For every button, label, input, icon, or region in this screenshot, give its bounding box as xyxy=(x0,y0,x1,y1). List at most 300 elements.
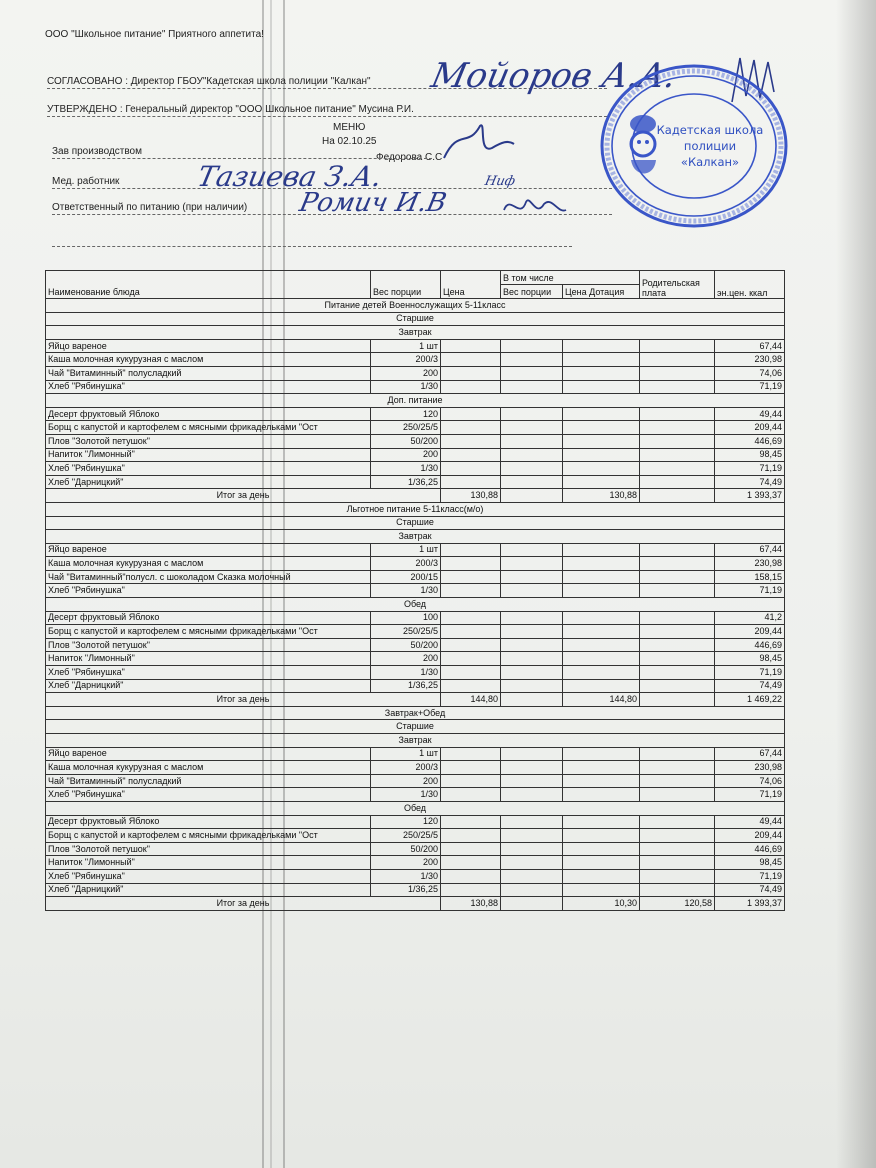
signature-underline xyxy=(52,246,572,247)
dish-price xyxy=(441,842,501,856)
table-row xyxy=(46,557,785,571)
dish-dotation xyxy=(563,448,640,462)
dish-dotation xyxy=(563,856,640,870)
dish-dotation xyxy=(563,679,640,693)
dish-name: Напиток "Лимонный" xyxy=(46,448,371,462)
section-label: Старшие xyxy=(46,516,785,530)
dish-name: Хлеб "Рябинушка" xyxy=(46,869,371,883)
dish-weight: 1/30 xyxy=(371,869,441,883)
dish-dotation xyxy=(563,788,640,802)
dish-kcal: 71,19 xyxy=(715,869,785,883)
dish-price xyxy=(441,380,501,394)
dish-name: Хлеб "Дарницкий" xyxy=(46,883,371,897)
dish-weight: 1/36,25 xyxy=(371,883,441,897)
dish-name: Чай "Витаминный" полусладкий xyxy=(46,366,371,380)
dish-dotation xyxy=(563,625,640,639)
dish-parent xyxy=(640,829,715,843)
dish-parent xyxy=(640,815,715,829)
dish-kcal: 67,44 xyxy=(715,747,785,761)
header-cell-price: Цена xyxy=(441,271,501,299)
dish-name: Борщ с капустой и картофелем с мясными фрикадельками "Ост xyxy=(46,421,371,435)
dish-parent xyxy=(640,570,715,584)
dish-inc-weight xyxy=(501,788,563,802)
dish-inc-weight xyxy=(501,557,563,571)
dish-dotation xyxy=(563,584,640,598)
dish-price xyxy=(441,570,501,584)
med-label: Мед. работник xyxy=(52,176,120,187)
total-label: Итог за день xyxy=(46,489,441,503)
dish-price xyxy=(441,475,501,489)
total-parent xyxy=(640,693,715,707)
dish-inc-weight xyxy=(501,366,563,380)
table-row xyxy=(46,421,785,435)
dish-price xyxy=(441,761,501,775)
dish-kcal: 71,19 xyxy=(715,584,785,598)
table-row xyxy=(46,666,785,680)
dish-kcal: 71,19 xyxy=(715,380,785,394)
total-kcal: 1 393,37 xyxy=(715,489,785,503)
dish-weight: 120 xyxy=(371,407,441,421)
confirmed-line: УТВЕРЖДЕНО : Генеральный директор "ООО Школьное питание" Мусина Р.И. xyxy=(47,104,414,115)
dish-parent xyxy=(640,666,715,680)
section-label: Обед xyxy=(46,598,785,612)
dish-dotation xyxy=(563,570,640,584)
dish-kcal: 74,49 xyxy=(715,475,785,489)
dish-name: Хлеб "Рябинушка" xyxy=(46,666,371,680)
table-header-row xyxy=(46,271,785,285)
total-parent: 120,58 xyxy=(640,897,715,911)
dish-name: Каша молочная кукурузная с маслом xyxy=(46,761,371,775)
approved-line: СОГЛАСОВАНО : Директор ГБОУ"Кадетская школа полиции "Калкан" xyxy=(47,76,371,87)
dish-parent xyxy=(640,652,715,666)
dish-dotation xyxy=(563,815,640,829)
dish-parent xyxy=(640,747,715,761)
header-cell-energy: эн.цен. ккал xyxy=(715,271,785,299)
dish-kcal: 67,44 xyxy=(715,339,785,353)
total-dotation: 10,30 xyxy=(563,897,640,911)
table-row xyxy=(46,434,785,448)
total-label: Итог за день xyxy=(46,693,441,707)
dish-dotation xyxy=(563,869,640,883)
resp-initials-scribble xyxy=(500,190,570,224)
dish-price xyxy=(441,666,501,680)
dish-name: Борщ с капустой и картофелем с мясными фрикадельками "Ост xyxy=(46,829,371,843)
dish-parent xyxy=(640,625,715,639)
dish-kcal: 446,69 xyxy=(715,842,785,856)
dish-price xyxy=(441,434,501,448)
table-row xyxy=(46,842,785,856)
total-label: Итог за день xyxy=(46,897,441,911)
dish-kcal: 230,98 xyxy=(715,353,785,367)
dish-weight: 1 шт xyxy=(371,339,441,353)
dish-price xyxy=(441,788,501,802)
section-label: Завтрак xyxy=(46,326,785,340)
section-row xyxy=(46,312,785,326)
dish-parent xyxy=(640,869,715,883)
dish-inc-weight xyxy=(501,652,563,666)
table-row xyxy=(46,584,785,598)
total-dotation: 144,80 xyxy=(563,693,640,707)
dish-price xyxy=(441,638,501,652)
total-row xyxy=(46,897,785,911)
section-row xyxy=(46,598,785,612)
dish-price xyxy=(441,774,501,788)
dish-parent xyxy=(640,543,715,557)
dish-price xyxy=(441,625,501,639)
section-row xyxy=(46,299,785,313)
dish-parent xyxy=(640,366,715,380)
dish-name: Хлеб "Дарницкий" xyxy=(46,679,371,693)
table-row xyxy=(46,448,785,462)
dish-inc-weight xyxy=(501,842,563,856)
dish-weight: 200 xyxy=(371,856,441,870)
dish-inc-weight xyxy=(501,339,563,353)
dish-name: Яйцо вареное xyxy=(46,543,371,557)
dish-price xyxy=(441,421,501,435)
dish-dotation xyxy=(563,557,640,571)
section-label: Старшие xyxy=(46,720,785,734)
section-row xyxy=(46,801,785,815)
dish-weight: 200 xyxy=(371,448,441,462)
dish-inc-weight xyxy=(501,462,563,476)
dish-kcal: 209,44 xyxy=(715,421,785,435)
dish-kcal: 98,45 xyxy=(715,448,785,462)
dish-weight: 200/3 xyxy=(371,761,441,775)
dish-inc-weight xyxy=(501,638,563,652)
dish-weight: 200 xyxy=(371,366,441,380)
dish-price xyxy=(441,584,501,598)
cook-figure-icon xyxy=(630,115,656,174)
dish-name: Чай "Витаминный" полусладкий xyxy=(46,774,371,788)
table-row xyxy=(46,856,785,870)
dish-kcal: 446,69 xyxy=(715,434,785,448)
dish-inc-weight xyxy=(501,570,563,584)
table-row xyxy=(46,625,785,639)
med-signature: Тазиева З.А. xyxy=(194,160,386,193)
dish-dotation xyxy=(563,543,640,557)
stamp-line: «Калкан» xyxy=(680,155,740,169)
dish-inc-weight xyxy=(501,434,563,448)
table-row xyxy=(46,570,785,584)
dish-inc-weight xyxy=(501,625,563,639)
dish-dotation xyxy=(563,339,640,353)
dish-price xyxy=(441,448,501,462)
chef-name: Федорова С.С xyxy=(376,152,443,163)
dish-dotation xyxy=(563,353,640,367)
table-row xyxy=(46,543,785,557)
dish-weight: 1/36,25 xyxy=(371,475,441,489)
dish-parent xyxy=(640,462,715,476)
dish-name: Хлеб "Рябинушка" xyxy=(46,584,371,598)
dish-inc-weight xyxy=(501,679,563,693)
dish-weight: 1/30 xyxy=(371,380,441,394)
dish-kcal: 67,44 xyxy=(715,543,785,557)
dish-weight: 200/15 xyxy=(371,570,441,584)
dish-weight: 200 xyxy=(371,652,441,666)
dish-parent xyxy=(640,407,715,421)
dish-kcal: 209,44 xyxy=(715,829,785,843)
dish-inc-weight xyxy=(501,407,563,421)
dish-name: Хлеб "Рябинушка" xyxy=(46,380,371,394)
dish-kcal: 71,19 xyxy=(715,788,785,802)
table-row xyxy=(46,638,785,652)
dish-dotation xyxy=(563,747,640,761)
dish-name: Хлеб "Рябинушка" xyxy=(46,462,371,476)
table-row xyxy=(46,652,785,666)
header-cell-inc-price: Цена Дотация xyxy=(563,285,640,299)
dish-weight: 1/30 xyxy=(371,788,441,802)
dish-parent xyxy=(640,353,715,367)
resp-signature: Ромич И.В xyxy=(296,188,450,218)
dish-inc-weight xyxy=(501,883,563,897)
dish-price xyxy=(441,407,501,421)
dish-parent xyxy=(640,883,715,897)
table-row xyxy=(46,829,785,843)
dish-price xyxy=(441,353,501,367)
table-row xyxy=(46,611,785,625)
total-row xyxy=(46,489,785,503)
dish-weight: 50/200 xyxy=(371,842,441,856)
dish-weight: 200/3 xyxy=(371,353,441,367)
dish-dotation xyxy=(563,611,640,625)
header-cell-weight: Вес порции xyxy=(371,271,441,299)
dish-kcal: 230,98 xyxy=(715,761,785,775)
dish-inc-weight xyxy=(501,584,563,598)
dish-name: Хлеб "Рябинушка" xyxy=(46,788,371,802)
dish-price xyxy=(441,462,501,476)
section-row xyxy=(46,502,785,516)
dish-dotation xyxy=(563,883,640,897)
dish-inc-weight xyxy=(501,543,563,557)
section-label: Льготное питание 5-11класс(м/о) xyxy=(46,502,785,516)
section-row xyxy=(46,516,785,530)
dish-name: Борщ с капустой и картофелем с мясными фрикадельками "Ост xyxy=(46,625,371,639)
dish-price xyxy=(441,557,501,571)
dish-dotation xyxy=(563,638,640,652)
dish-price xyxy=(441,543,501,557)
dish-parent xyxy=(640,380,715,394)
dish-dotation xyxy=(563,652,640,666)
dish-weight: 1 шт xyxy=(371,543,441,557)
dish-weight: 250/25/5 xyxy=(371,421,441,435)
section-label: Старшие xyxy=(46,312,785,326)
signature-underline xyxy=(52,158,432,159)
dish-name: Яйцо вареное xyxy=(46,747,371,761)
dish-weight: 1/30 xyxy=(371,666,441,680)
dish-parent xyxy=(640,611,715,625)
section-label: Завтрак xyxy=(46,734,785,748)
dish-inc-weight xyxy=(501,353,563,367)
dish-inc-weight xyxy=(501,380,563,394)
dish-price xyxy=(441,339,501,353)
section-label: Обед xyxy=(46,801,785,815)
section-row xyxy=(46,530,785,544)
menu-label: МЕНЮ xyxy=(333,122,366,133)
med-initials: Ниф xyxy=(483,174,517,189)
dish-price xyxy=(441,747,501,761)
dish-parent xyxy=(640,638,715,652)
dish-parent xyxy=(640,679,715,693)
section-row xyxy=(46,720,785,734)
header-cell-including: В том числе xyxy=(501,271,640,285)
dish-weight: 120 xyxy=(371,815,441,829)
dish-weight: 1/30 xyxy=(371,462,441,476)
section-label: Завтрак xyxy=(46,530,785,544)
table-row xyxy=(46,815,785,829)
dish-name: Десерт фруктовый Яблоко xyxy=(46,815,371,829)
dish-dotation xyxy=(563,421,640,435)
dish-kcal: 71,19 xyxy=(715,666,785,680)
dish-dotation xyxy=(563,774,640,788)
dish-kcal: 230,98 xyxy=(715,557,785,571)
dish-weight: 1/30 xyxy=(371,584,441,598)
dish-parent xyxy=(640,842,715,856)
table-row xyxy=(46,679,785,693)
dish-kcal: 98,45 xyxy=(715,856,785,870)
total-kcal: 1 469,22 xyxy=(715,693,785,707)
dish-name: Плов "Золотой петушок" xyxy=(46,434,371,448)
dish-inc-weight xyxy=(501,747,563,761)
total-price: 130,88 xyxy=(441,897,501,911)
dish-dotation xyxy=(563,366,640,380)
dish-parent xyxy=(640,448,715,462)
dish-parent xyxy=(640,856,715,870)
dish-kcal: 209,44 xyxy=(715,625,785,639)
resp-label: Ответственный по питанию (при наличии) xyxy=(52,202,248,213)
dish-weight: 200/3 xyxy=(371,557,441,571)
dish-parent xyxy=(640,434,715,448)
chef-label: Зав производством xyxy=(52,146,142,157)
dish-dotation xyxy=(563,666,640,680)
total-inc-weight xyxy=(501,693,563,707)
table-row xyxy=(46,366,785,380)
director-signature: Мойоров А.А. xyxy=(427,56,680,96)
dish-weight: 250/25/5 xyxy=(371,625,441,639)
total-kcal: 1 393,37 xyxy=(715,897,785,911)
dish-kcal: 446,69 xyxy=(715,638,785,652)
dish-inc-weight xyxy=(501,666,563,680)
dish-kcal: 158,15 xyxy=(715,570,785,584)
dish-inc-weight xyxy=(501,611,563,625)
dish-weight: 50/200 xyxy=(371,434,441,448)
section-row xyxy=(46,394,785,408)
dish-kcal: 41,2 xyxy=(715,611,785,625)
dish-inc-weight xyxy=(501,448,563,462)
header-cell-name: Наименование блюда xyxy=(46,271,371,299)
dish-weight: 100 xyxy=(371,611,441,625)
dish-kcal: 74,06 xyxy=(715,774,785,788)
dish-parent xyxy=(640,584,715,598)
dish-price xyxy=(441,829,501,843)
org-line: ООО "Школьное питание" Приятного аппетита! xyxy=(45,29,264,40)
total-row xyxy=(46,693,785,707)
total-price: 144,80 xyxy=(441,693,501,707)
dish-price xyxy=(441,883,501,897)
dish-weight: 1 шт xyxy=(371,747,441,761)
dish-parent xyxy=(640,339,715,353)
menu-date: На 02.10.25 xyxy=(322,136,377,147)
header-cell-inc-weight: Вес порции xyxy=(501,285,563,299)
section-row xyxy=(46,706,785,720)
menu-table-body xyxy=(46,271,785,911)
dish-name: Яйцо вареное xyxy=(46,339,371,353)
total-parent xyxy=(640,489,715,503)
dish-dotation xyxy=(563,434,640,448)
dish-dotation xyxy=(563,462,640,476)
dish-inc-weight xyxy=(501,869,563,883)
dish-inc-weight xyxy=(501,774,563,788)
dish-inc-weight xyxy=(501,856,563,870)
dish-parent xyxy=(640,475,715,489)
dish-kcal: 74,06 xyxy=(715,366,785,380)
signature-underline xyxy=(47,116,607,117)
table-row xyxy=(46,747,785,761)
table-row xyxy=(46,774,785,788)
dish-price xyxy=(441,611,501,625)
table-row xyxy=(46,788,785,802)
dish-dotation xyxy=(563,829,640,843)
section-row xyxy=(46,734,785,748)
section-label: Доп. питание xyxy=(46,394,785,408)
table-row xyxy=(46,475,785,489)
dish-inc-weight xyxy=(501,475,563,489)
dish-price xyxy=(441,815,501,829)
section-label: Завтрак+Обед xyxy=(46,706,785,720)
dish-parent xyxy=(640,774,715,788)
dish-weight: 1/36,25 xyxy=(371,679,441,693)
dish-kcal: 74,49 xyxy=(715,679,785,693)
dish-name: Напиток "Лимонный" xyxy=(46,856,371,870)
header-cell-parent: Родительская плата xyxy=(640,271,715,299)
dish-price xyxy=(441,652,501,666)
dish-kcal: 74,49 xyxy=(715,883,785,897)
section-row xyxy=(46,326,785,340)
total-inc-weight xyxy=(501,489,563,503)
dish-price xyxy=(441,869,501,883)
dish-name: Хлеб "Дарницкий" xyxy=(46,475,371,489)
dish-kcal: 71,19 xyxy=(715,462,785,476)
dish-name: Десерт фруктовый Яблоко xyxy=(46,611,371,625)
stamp-line: Кадетская школа xyxy=(656,123,764,137)
total-inc-weight xyxy=(501,897,563,911)
dish-dotation xyxy=(563,407,640,421)
dish-name: Плов "Золотой петушок" xyxy=(46,638,371,652)
dish-weight: 250/25/5 xyxy=(371,829,441,843)
dish-inc-weight xyxy=(501,761,563,775)
dish-price xyxy=(441,856,501,870)
menu-table xyxy=(45,270,785,911)
dish-parent xyxy=(640,761,715,775)
dish-parent xyxy=(640,421,715,435)
dish-dotation xyxy=(563,475,640,489)
dish-price xyxy=(441,679,501,693)
dish-parent xyxy=(640,557,715,571)
table-row xyxy=(46,869,785,883)
stamp-line: полиции xyxy=(683,139,737,153)
table-row xyxy=(46,761,785,775)
table-row xyxy=(46,462,785,476)
dish-weight: 200 xyxy=(371,774,441,788)
table-row xyxy=(46,883,785,897)
total-dotation: 130,88 xyxy=(563,489,640,503)
total-price: 130,88 xyxy=(441,489,501,503)
dish-dotation xyxy=(563,761,640,775)
dish-kcal: 98,45 xyxy=(715,652,785,666)
dish-name: Плов "Золотой петушок" xyxy=(46,842,371,856)
dish-inc-weight xyxy=(501,421,563,435)
dish-kcal: 49,44 xyxy=(715,815,785,829)
dish-weight: 50/200 xyxy=(371,638,441,652)
